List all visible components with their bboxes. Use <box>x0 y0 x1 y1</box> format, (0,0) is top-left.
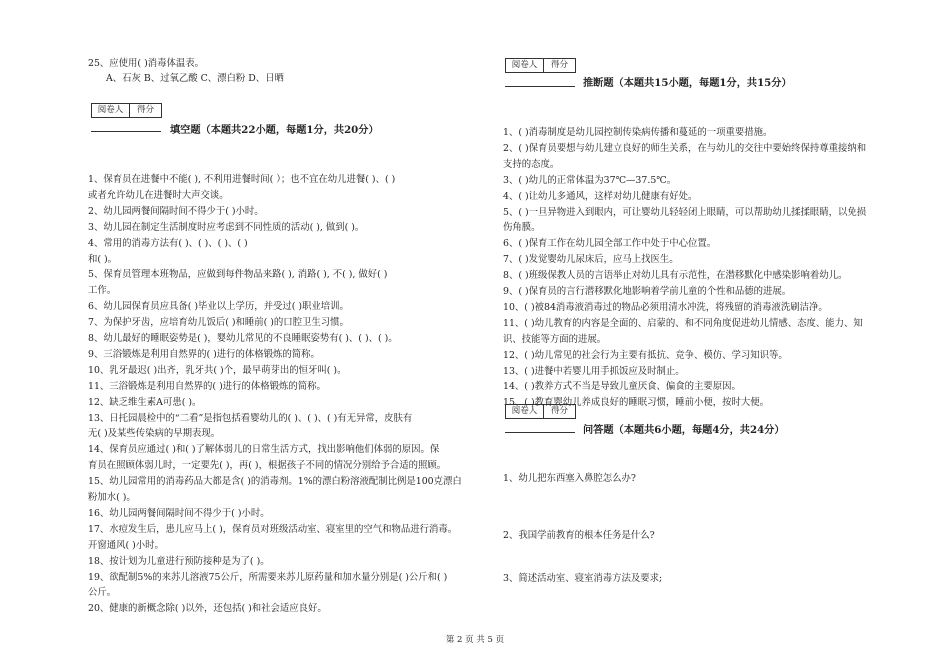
score-box-score-label: 得分 <box>550 406 568 416</box>
question-line: 4、常用的消毒方法有( )、( )、( )、( ) <box>88 237 248 249</box>
question-line: 9、( )保育员的言行潜移默化地影响着学前儿童的个性和品德的进展。 <box>503 286 792 297</box>
question-line: 粉加水( )。 <box>88 492 136 503</box>
question-line: 13、( )进餐中若婴儿用手抓饭应及时制止。 <box>503 365 685 377</box>
score-box-grader-label: 阅卷人 <box>92 104 130 117</box>
question-line: 2、( )保育员要想与幼儿建立良好的师生关系，在与幼儿的交往中要始终保持尊重接纳和 <box>503 142 867 154</box>
question-line: 15、( )教育婴幼儿养成良好的睡眠习惯，睡前小便，按时大便。 <box>503 397 769 409</box>
question-line: 17、水痘发生后，患儿应马上( )，保育员对班级活动室、寝室里的空气和物品进行消毒。 <box>88 523 458 535</box>
question-line: 16、幼儿园两餐间隔时间不得少于( )小时。 <box>88 507 270 519</box>
qa-question-3: 3、简述活动室、寝室消毒方法及要求; <box>503 573 663 584</box>
question-line: 15、幼儿园常用的消毒药品大都是含( )的消毒剂。1%的漂白粉溶液配制比例是100克漂白 <box>88 476 462 488</box>
question-line: 6、幼儿园保育员应具备( )毕业以上学历，并受过( )职业培训。 <box>88 301 349 313</box>
question-line: 4、( )让幼儿多通风，这样对幼儿健康有好处。 <box>503 190 698 202</box>
judge-section-title: 推断题（本题共15小题，每题1分，共15分） <box>583 77 792 89</box>
question-line: 8、( )班级保教人员的言语举止对幼儿具有示范性，在潜移默化中感染影响着幼儿。 <box>503 270 848 282</box>
question-25-options: A、石灰 B、过氧乙酸 C、漂白粉 D、日晒 <box>106 73 284 84</box>
question-line: 公斤。 <box>88 587 117 599</box>
score-box-score-label: 得分 <box>550 60 568 70</box>
score-underline-fill <box>91 131 161 132</box>
question-line: 工作。 <box>88 285 117 297</box>
question-line: 14、( )教养方式不当是导致儿童厌食、偏食的主要原因。 <box>503 381 741 393</box>
score-underline-judge <box>505 86 575 87</box>
question-line: 18、按计划为儿童进行预防接种是为了( )。 <box>88 555 270 567</box>
question-25: 25、应使用( )消毒体温表。 <box>88 58 204 69</box>
question-line: 3、幼儿园在制定生活制度时应考虑到不同性质的活动( ), 做到( )。 <box>88 221 365 233</box>
score-box-judge <box>505 58 576 73</box>
question-line: 2、幼儿园两餐间隔时间不得少于( )小时。 <box>88 205 264 217</box>
score-box-score-label: 得分 <box>136 105 154 115</box>
question-line: 7、( )发觉婴幼儿尿床后，应马上找医生。 <box>503 254 679 266</box>
question-line: 3、( )幼儿的正常体温为37℃—37.5℃。 <box>503 174 677 186</box>
question-line: 19、欲配制5%的来苏儿溶液75公斤，所需要来苏儿原药量和加水量分别是( )公斤和( ) <box>88 571 448 583</box>
question-line: 8、幼儿最好的睡眠姿势是( )，婴幼儿常见的不良睡眠姿势有( )、( )、( )。 <box>88 333 398 344</box>
question-line: 伤角膜。 <box>503 222 541 234</box>
qa-section-title: 问答题（本题共6小题，每题4分，共24分） <box>583 424 785 436</box>
qa-question-2: 2、我国学前教育的根本任务是什么? <box>503 530 655 541</box>
question-line: 支持的态度。 <box>503 158 560 170</box>
question-line: 开窗通风( )小时。 <box>88 539 164 551</box>
question-line: 和( )。 <box>88 253 118 265</box>
question-line: 或者允许幼儿在进餐时大声交谈。 <box>88 189 229 201</box>
question-line: 12、( )幼儿常见的社会行为主要有抵抗、竞争、模仿、学习知识等。 <box>503 349 788 361</box>
question-line: 育员在照顾体弱儿时，一定要先( )，再( )，根据孩子不同的情况分别给予合适的照顾。 <box>88 460 447 472</box>
question-line: 6、( )保育工作在幼儿园全部工作中处于中心位置。 <box>503 238 717 250</box>
question-line: 7、为保护牙齿，应培育幼儿饭后( )和睡前( )的口腔卫生习惯。 <box>88 317 349 329</box>
question-line: 11、( )幼儿教育的内容是全面的、启蒙的、和不同角度促进幼儿情感、态度、能力、知 <box>503 317 863 329</box>
question-line: 1、保育员在进餐中不能( ), 不利用进餐时间( ）；也不宜在幼儿进餐( )、( ) <box>88 174 396 185</box>
question-line: 20、健康的新概念除( )以外，还包括( )和社会适应良好。 <box>88 603 327 615</box>
score-box-fill <box>91 103 162 118</box>
question-line: 12、缺乏维生素A可患( )。 <box>88 396 202 408</box>
qa-question-1: 1、幼儿把东西塞入鼻腔怎么办? <box>503 473 636 484</box>
question-line: 9、三浴锻炼是利用自然界的( )进行的体格锻炼的简称。 <box>88 348 320 360</box>
question-line: 10、( )被84消毒液消毒过的物品必须用清水冲洗，将残留的消毒液洗刷洁净。 <box>503 301 828 313</box>
question-line: 10、乳牙最迟( )出齐，乳牙共( )个，最早萌芽出的恒牙叫( )。 <box>88 364 347 376</box>
score-box-grader-label: 阅卷人 <box>506 59 544 72</box>
page-footer: 第 2 页 共 5 页 <box>445 635 505 645</box>
question-line: 识、技能等方面的进展。 <box>503 333 607 345</box>
score-box-qa <box>505 404 576 419</box>
question-line: 14、保育员应通过( )和( )了解体弱儿的日常生活方式，找出影响他们体弱的原因。保 <box>88 444 440 456</box>
score-box-grader-label: 阅卷人 <box>506 405 544 418</box>
score-underline-qa <box>505 432 575 433</box>
fill-section-title: 填空题（本题共22小题，每题1分，共20分） <box>170 124 379 136</box>
question-line: 无( )及某些传染病的早期表现。 <box>88 428 221 440</box>
question-line: 11、三浴锻炼是利用自然界的( )进行的体格锻炼的简称。 <box>88 380 326 392</box>
question-line: 5、保育员管理本班物品，应做到每件物品来路( ), 消路( ), 不( ), 做好( ) <box>88 269 388 281</box>
question-line: 1、( )消毒制度是幼儿园控制传染病传播和蔓延的一项重要措施。 <box>503 127 773 138</box>
question-line: 13、日托园晨检中的“二看”是指包括看婴幼儿的( )、( )、( )有无异常，皮肤有 <box>88 412 413 424</box>
question-line: 5、( )一旦异物进入到眼内，可让婴幼儿轻轻闭上眼睛，可以帮助幼儿揉揉眼睛，以免损 <box>503 206 867 218</box>
